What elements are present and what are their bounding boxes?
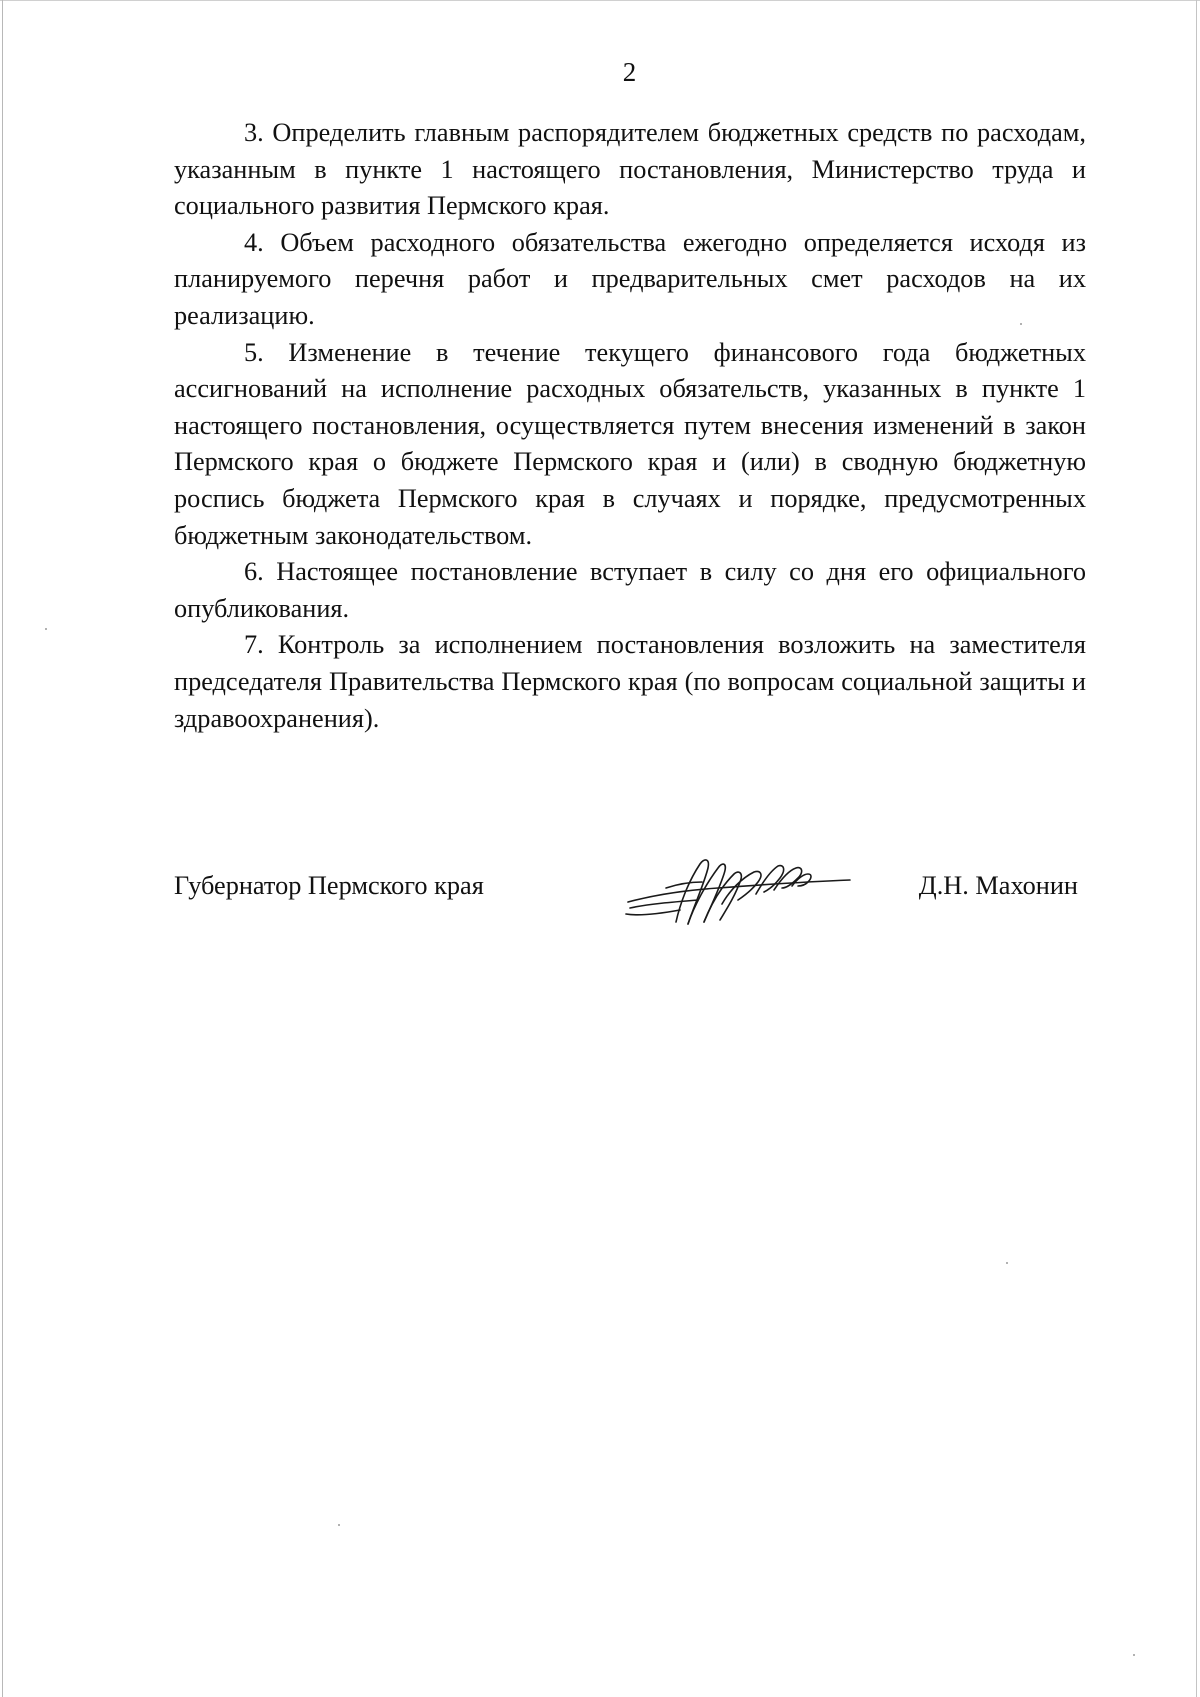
- paragraph-5: 5. Изменение в течение текущего финансового года бюджетных ассигнований на исполнение расходных обязательств, указанных в пункте 1 настоящего постановления, осуществляется путем внесения изменений в закон Пермского края о бюджете Пермского края и (или) в сводную бюджетную роспись бюджета Пермского края в случаях и порядке, предусмотренных бюджетным законодательством.: [174, 337, 1086, 550]
- scan-speck: [45, 628, 47, 630]
- paragraph-3: 3. Определить главным распорядителем бюджетных средств по расходам, указанным в пункте 1 настоящего постановления, Министерство труда и социального развития Пермского края.: [174, 118, 1086, 221]
- scan-speck: [338, 1524, 340, 1526]
- page-number: 2: [622, 57, 637, 87]
- scan-edge-right: [1196, 0, 1197, 1697]
- scan-speck: [1006, 1262, 1008, 1264]
- document-body: [174, 115, 1086, 737]
- scan-speck: [1020, 323, 1022, 325]
- signer-name: Д.Н. Махонин: [918, 871, 1078, 900]
- handwritten-signature-icon: [618, 844, 858, 934]
- scan-edge-left: [2, 0, 3, 1697]
- paragraph-6: 6. Настоящее постановление вступает в силу со дня его официального опубликования.: [174, 557, 1086, 623]
- paragraph-4: 4. Объем расходного обязательства ежегодно определяется исходя из планируемого перечня работ и предварительных смет расходов на их реализацию.: [174, 227, 1086, 330]
- scan-edge-top: [0, 0, 1200, 1]
- scan-speck: [1133, 1654, 1135, 1656]
- paragraph-7: 7. Контроль за исполнением постановления возложить на заместителя председателя Правительства Пермского края (по вопросам социальной защиты и здравоохранения).: [174, 630, 1086, 733]
- signature-block: [174, 866, 1086, 926]
- signer-title: Губернатор Пермского края: [174, 871, 484, 900]
